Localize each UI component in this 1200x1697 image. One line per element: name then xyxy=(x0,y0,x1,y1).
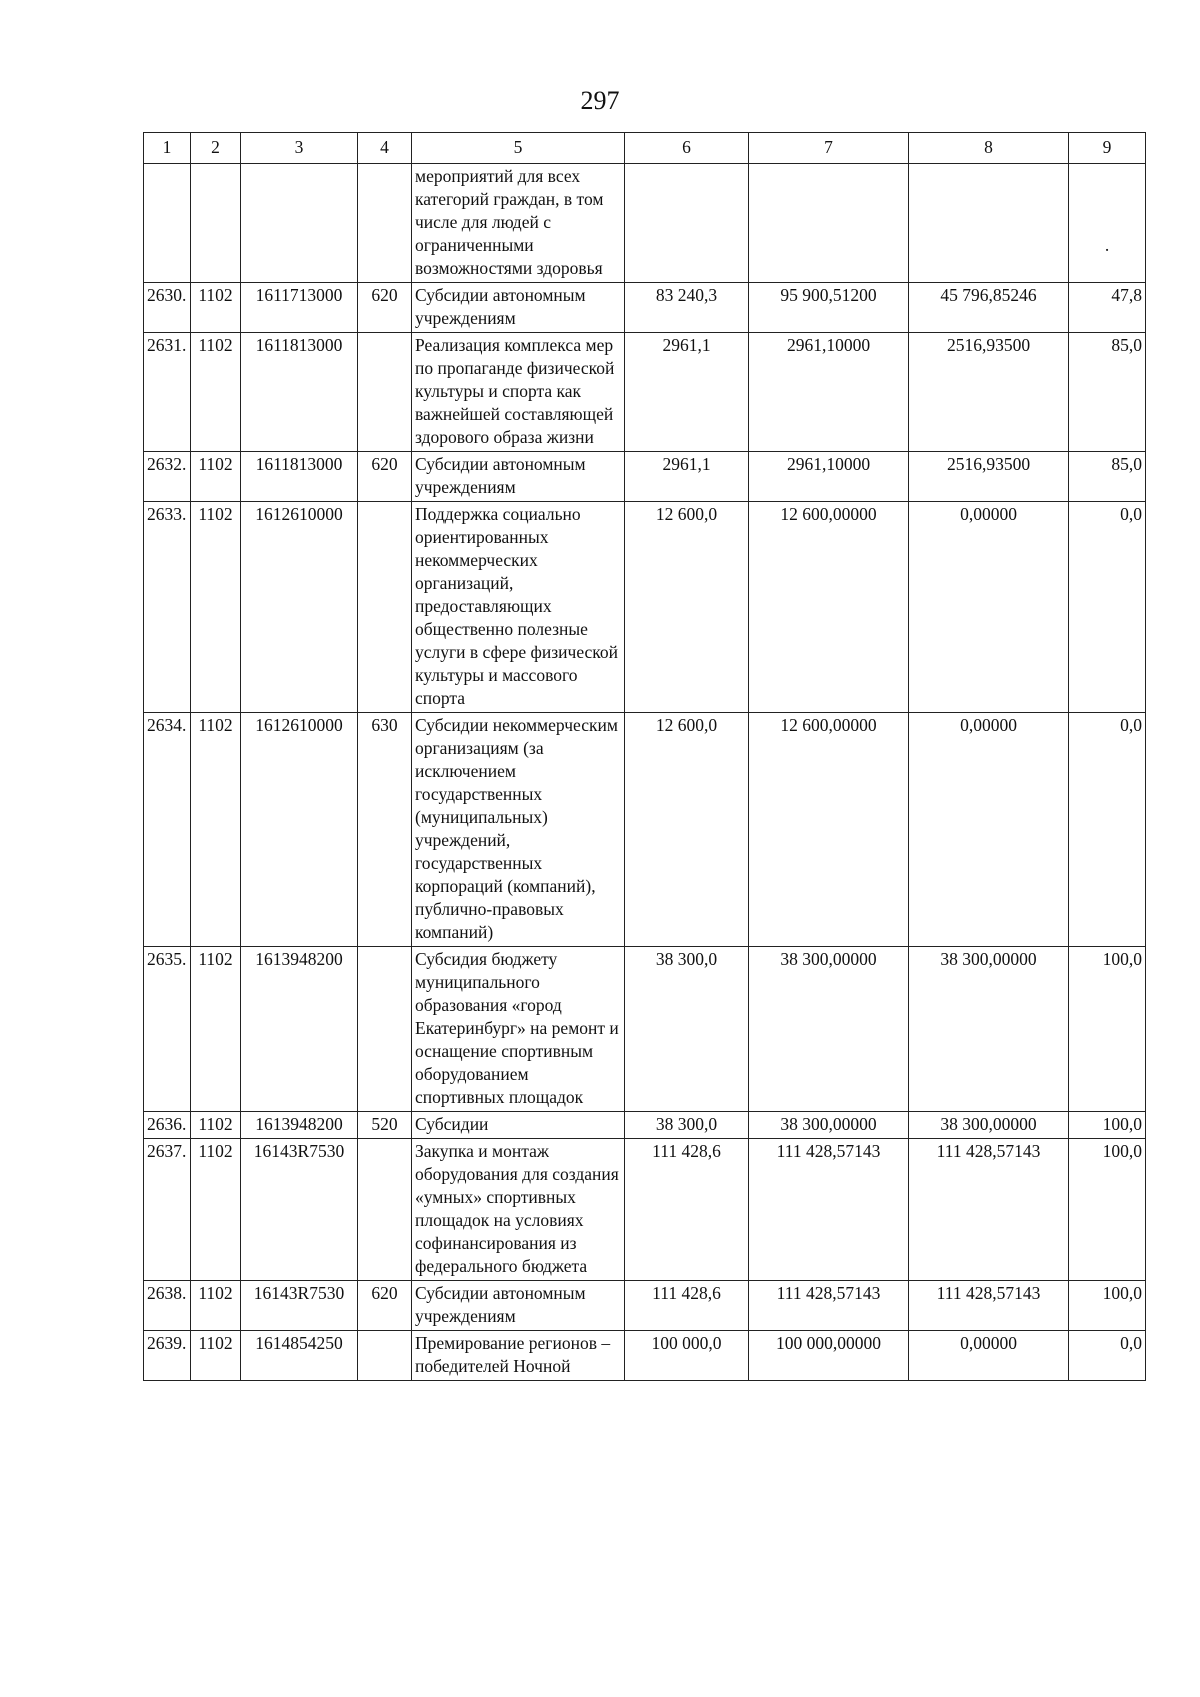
column-header-9: 9 xyxy=(1069,133,1146,164)
row-number xyxy=(144,164,191,283)
executed-amount: 0,00000 xyxy=(909,502,1069,713)
approved-amount xyxy=(749,164,909,283)
table-row xyxy=(144,1281,1146,1331)
execution-percent: 85,0 xyxy=(1069,452,1146,502)
planned-amount xyxy=(625,164,749,283)
section-code: 1102 xyxy=(191,1139,241,1281)
planned-amount: 2961,1 xyxy=(625,452,749,502)
execution-percent: 85,0 xyxy=(1069,333,1146,452)
row-number: 2636. xyxy=(144,1112,191,1139)
item-name: Субсидии некоммерческим организациям (за исключением государственных (муниципальных) учреждений, государственных корпораций (компаний), публично-правовых компаний) xyxy=(412,713,625,947)
approved-amount: 12 600,00000 xyxy=(749,713,909,947)
section-code: 1102 xyxy=(191,1112,241,1139)
executed-amount: 111 428,57143 xyxy=(909,1139,1069,1281)
row-number: 2635. xyxy=(144,947,191,1112)
executed-amount: 45 796,85246 xyxy=(909,283,1069,333)
planned-amount: 83 240,3 xyxy=(625,283,749,333)
expense-type-code xyxy=(358,1139,412,1281)
planned-amount: 38 300,0 xyxy=(625,947,749,1112)
item-name: Субсидии автономным учреждениям xyxy=(412,452,625,502)
page-number: 297 xyxy=(580,86,620,115)
execution-percent: 47,8 xyxy=(1069,283,1146,333)
section-code: 1102 xyxy=(191,1281,241,1331)
section-code xyxy=(191,164,241,283)
table-row xyxy=(144,452,1146,502)
planned-amount: 2961,1 xyxy=(625,333,749,452)
expense-type-code xyxy=(358,333,412,452)
table-row xyxy=(144,1331,1146,1381)
execution-percent: 100,0 xyxy=(1069,1139,1146,1281)
column-header-6: 6 xyxy=(625,133,749,164)
column-header-4: 4 xyxy=(358,133,412,164)
approved-amount: 38 300,00000 xyxy=(749,1112,909,1139)
target-article-code: 1613948200 xyxy=(241,1112,358,1139)
row-number: 2632. xyxy=(144,452,191,502)
execution-percent: 0,0 xyxy=(1069,1331,1146,1381)
approved-amount: 12 600,00000 xyxy=(749,502,909,713)
planned-amount: 38 300,0 xyxy=(625,1112,749,1139)
item-name: Реализация комплекса мер по пропаганде физической культуры и спорта как важнейшей составляющей здорового образа жизни xyxy=(412,333,625,452)
column-header-8: 8 xyxy=(909,133,1069,164)
item-name: Поддержка социально ориентированных некоммерческих организаций, предоставляющих общественно полезные услуги в сфере физической культуры и массового спорта xyxy=(412,502,625,713)
expense-type-code: 630 xyxy=(358,713,412,947)
table-row xyxy=(144,947,1146,1112)
target-article-code: 1612610000 xyxy=(241,713,358,947)
table-row xyxy=(144,283,1146,333)
execution-percent: 0,0 xyxy=(1069,502,1146,713)
execution-percent: . xyxy=(1069,164,1146,283)
approved-amount: 100 000,00000 xyxy=(749,1331,909,1381)
approved-amount: 2961,10000 xyxy=(749,333,909,452)
item-name: Субсидии xyxy=(412,1112,625,1139)
executed-amount: 2516,93500 xyxy=(909,333,1069,452)
approved-amount: 2961,10000 xyxy=(749,452,909,502)
execution-percent: 100,0 xyxy=(1069,947,1146,1112)
target-article-code: 1613948200 xyxy=(241,947,358,1112)
row-number: 2630. xyxy=(144,283,191,333)
target-article-code: 1611813000 xyxy=(241,452,358,502)
row-number: 2638. xyxy=(144,1281,191,1331)
section-code: 1102 xyxy=(191,333,241,452)
executed-amount: 0,00000 xyxy=(909,1331,1069,1381)
planned-amount: 12 600,0 xyxy=(625,502,749,713)
column-header-3: 3 xyxy=(241,133,358,164)
section-code: 1102 xyxy=(191,713,241,947)
row-number: 2634. xyxy=(144,713,191,947)
budget-table xyxy=(143,132,1146,1381)
column-header-7: 7 xyxy=(749,133,909,164)
expense-type-code xyxy=(358,1331,412,1381)
table-row xyxy=(144,164,1146,283)
row-number: 2639. xyxy=(144,1331,191,1381)
section-code: 1102 xyxy=(191,947,241,1112)
row-number: 2637. xyxy=(144,1139,191,1281)
table-row xyxy=(144,713,1146,947)
executed-amount: 0,00000 xyxy=(909,713,1069,947)
row-number: 2633. xyxy=(144,502,191,713)
table-row xyxy=(144,333,1146,452)
expense-type-code xyxy=(358,502,412,713)
planned-amount: 111 428,6 xyxy=(625,1281,749,1331)
approved-amount: 95 900,51200 xyxy=(749,283,909,333)
execution-percent: 100,0 xyxy=(1069,1112,1146,1139)
table-row xyxy=(144,1139,1146,1281)
executed-amount: 38 300,00000 xyxy=(909,1112,1069,1139)
table-row xyxy=(144,502,1146,713)
item-name: Субсидия бюджету муниципального образования «город Екатеринбург» на ремонт и оснащение спортивным оборудованием спортивных площадок xyxy=(412,947,625,1112)
row-number: 2631. xyxy=(144,333,191,452)
expense-type-code xyxy=(358,164,412,283)
approved-amount: 38 300,00000 xyxy=(749,947,909,1112)
item-name: мероприятий для всех категорий граждан, в том числе для людей с ограниченными возможностями здоровья xyxy=(412,164,625,283)
item-name: Субсидии автономным учреждениям xyxy=(412,1281,625,1331)
section-code: 1102 xyxy=(191,283,241,333)
item-name: Субсидии автономным учреждениям xyxy=(412,283,625,333)
target-article-code: 16143R7530 xyxy=(241,1281,358,1331)
section-code: 1102 xyxy=(191,452,241,502)
column-header-2: 2 xyxy=(191,133,241,164)
executed-amount: 2516,93500 xyxy=(909,452,1069,502)
target-article-code xyxy=(241,164,358,283)
planned-amount: 100 000,0 xyxy=(625,1331,749,1381)
expense-type-code: 620 xyxy=(358,452,412,502)
header-row xyxy=(144,133,1146,164)
column-header-1: 1 xyxy=(144,133,191,164)
item-name: Премирование регионов – победителей Ночной xyxy=(412,1331,625,1381)
column-header-5: 5 xyxy=(412,133,625,164)
item-name: Закупка и монтаж оборудования для создания «умных» спортивных площадок на условиях софинансирования из федерального бюджета xyxy=(412,1139,625,1281)
section-code: 1102 xyxy=(191,502,241,713)
target-article-code: 16143R7530 xyxy=(241,1139,358,1281)
expense-type-code: 520 xyxy=(358,1112,412,1139)
target-article-code: 1612610000 xyxy=(241,502,358,713)
executed-amount: 38 300,00000 xyxy=(909,947,1069,1112)
executed-amount xyxy=(909,164,1069,283)
planned-amount: 111 428,6 xyxy=(625,1139,749,1281)
planned-amount: 12 600,0 xyxy=(625,713,749,947)
expense-type-code xyxy=(358,947,412,1112)
target-article-code: 1614854250 xyxy=(241,1331,358,1381)
approved-amount: 111 428,57143 xyxy=(749,1139,909,1281)
section-code: 1102 xyxy=(191,1331,241,1381)
table-body xyxy=(144,164,1146,1381)
expense-type-code: 620 xyxy=(358,283,412,333)
target-article-code: 1611813000 xyxy=(241,333,358,452)
table-row xyxy=(144,1112,1146,1139)
expense-type-code: 620 xyxy=(358,1281,412,1331)
executed-amount: 111 428,57143 xyxy=(909,1281,1069,1331)
target-article-code: 1611713000 xyxy=(241,283,358,333)
execution-percent: 0,0 xyxy=(1069,713,1146,947)
execution-percent: 100,0 xyxy=(1069,1281,1146,1331)
approved-amount: 111 428,57143 xyxy=(749,1281,909,1331)
